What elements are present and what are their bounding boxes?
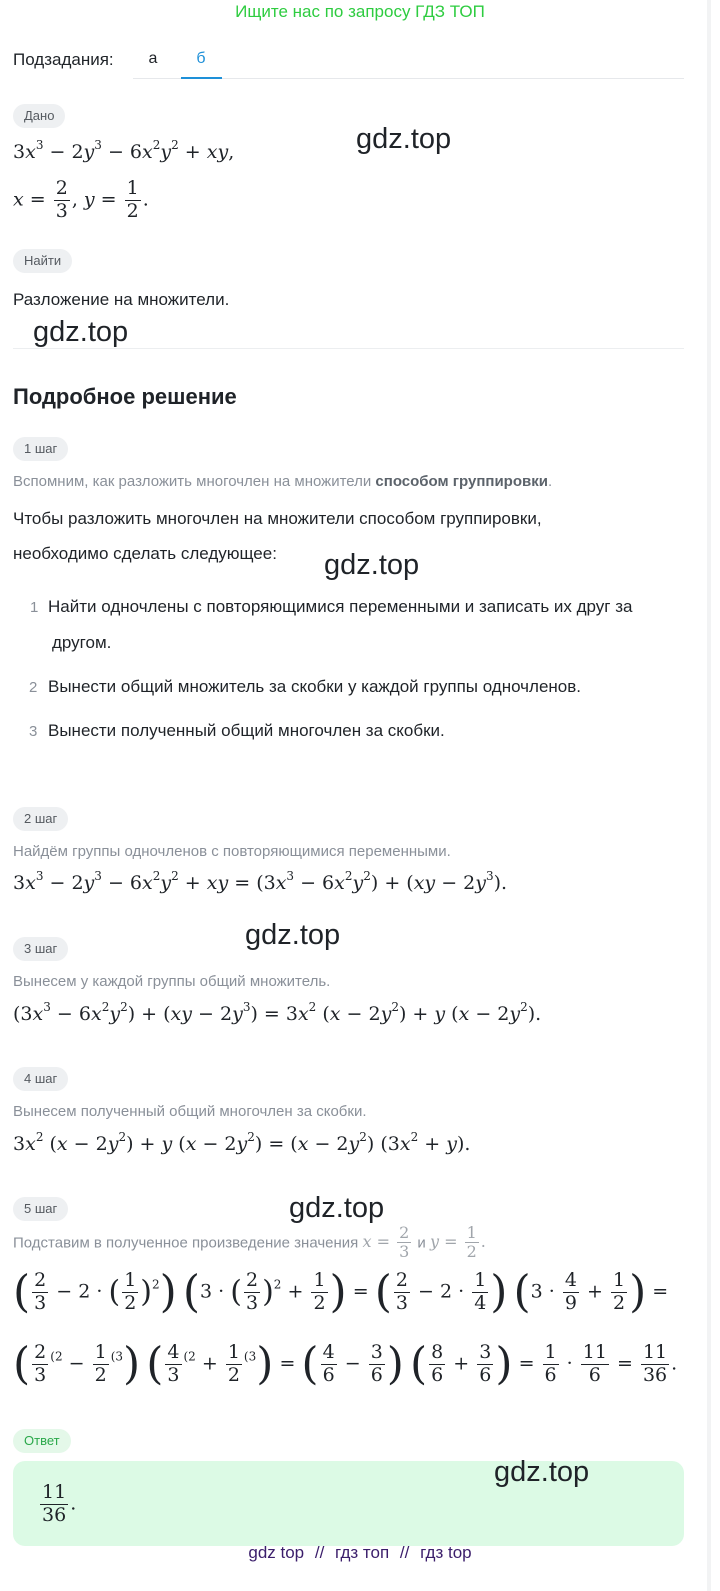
active-tab-indicator (181, 77, 222, 79)
top-banner: Ищите нас по запросу ГДЗ ТОП (235, 2, 485, 21)
watermark: gdz.top (245, 919, 341, 951)
step-formula: $3x^3 - 2y^3 - 6x^2y^2$ + xy = $(3x^3 - 6x^2y^2) + (xy - 2y^3)$. (13, 869, 508, 894)
list-item: Вынести полученный общий многочлен за скобки. (48, 721, 445, 740)
list-number: 2 (29, 679, 38, 696)
solution-title: Подробное решение (13, 384, 237, 409)
footer-separator: // (314, 1543, 325, 1562)
footer-link[interactable]: гдз топ (335, 1543, 390, 1562)
list-item-continuation: другом. (52, 633, 112, 652)
step-badge: 1 шаг (13, 437, 68, 461)
step-formula: $3x^2$ $(x - 2y^2) + y$ $(x - 2y^2) = (x - 2y^2)$ $(3x^2 + y)$. (13, 1130, 471, 1155)
footer-link[interactable]: gdz top (248, 1543, 305, 1562)
find-text: Разложение на множители. (13, 290, 230, 309)
watermark: gdz.top (324, 549, 420, 581)
footer-separator: // (399, 1543, 410, 1562)
given-polynomial: $3x^3 - 2y^3 - 6x^2y^2$ + xy, (13, 138, 235, 163)
given-badge: Дано (13, 104, 65, 128)
answer-value: $\frac{11}{36}$ . (42, 1481, 77, 1526)
step-badge: 4 шаг (13, 1067, 68, 1091)
step-hint: Вспомним, как разложить многочлен на множители способом группировки. (13, 473, 553, 490)
substitution-line-1: ( $\frac{2}{3}$ − 2 · ( $\frac{1}{2}$ )$^2$) (3 · ( $\frac{2}{3}$ )$^2$ + $\frac{1}{2}$ ) = ( $\frac{2}{3}$ − 2 · $\frac{1}{4}$ ) (3 · $\frac{4}{9}$ + $\frac{1}{2}$ ) = (13, 1266, 669, 1318)
list-item: Найти одночлены с повторяющимися переменными и записать их друг за (48, 597, 633, 616)
subtasks-label: Подзадания: (13, 50, 114, 69)
step-badge: 5 шаг (13, 1197, 68, 1221)
list-item: Вынести общий множитель за скобки у каждой группы одночленов. (48, 677, 582, 696)
tab-a[interactable]: а (148, 50, 158, 67)
step-badge: 3 шаг (13, 937, 68, 961)
watermark: gdz.top (356, 123, 452, 155)
step-formula: $(3x^3 - 6x^2y^2) + (xy - 2y^3) = 3x^2$ $(x - 2y^2) + y$ $(x - 2y^2)$. (13, 1000, 542, 1025)
find-badge: Найти (13, 249, 72, 273)
scrollbar[interactable] (707, 0, 711, 1591)
substitution-line-2: ( $\frac{2}{3}$ $^{(2}$ − $\frac{1}{2}$ $^{(3}$) ( $\frac{4}{3}$ $^{(2}$ + $\frac{1}{2}$ $^{(3}$) = ( $\frac{4}{6}$ − $\frac{3}{6}$ ) ( $\frac{8}{6}$ + $\frac{3}{6}$ ) = $\frac{1}{6}$ · $\frac{11}{6}$ = $\frac{11}{36}$ . (13, 1338, 678, 1390)
step-hint: Подставим в полученное произведение значения x = $\frac{2}{3}$ и y = $\frac{1}{2}$ . (13, 1223, 486, 1262)
step-hint: Вынесем полученный общий многочлен за скобки. (13, 1103, 367, 1120)
step-hint: Вынесем у каждой группы общий множитель. (13, 973, 331, 990)
section-divider (13, 348, 684, 349)
watermark: gdz.top (33, 316, 129, 348)
footer-links (0, 1543, 720, 1563)
given-values: x = $\frac{2}{3}$ , y = $\frac{1}{2}$ . (13, 177, 149, 222)
list-number: 3 (29, 723, 38, 740)
step-text-line: необходимо сделать следующее: (13, 544, 277, 563)
step-badge: 2 шаг (13, 807, 68, 831)
answer-badge: Ответ (13, 1429, 71, 1453)
list-number: 1 (30, 599, 39, 616)
step-text-line: Чтобы разложить многочлен на множители способом группировки, (13, 509, 542, 528)
watermark: gdz.top (289, 1192, 385, 1224)
tab-b[interactable]: б (196, 50, 206, 67)
footer-link[interactable]: гдз top (420, 1543, 472, 1562)
watermark: gdz.top (494, 1456, 590, 1488)
step-hint: Найдём группы одночленов с повторяющимися переменными. (13, 843, 451, 860)
